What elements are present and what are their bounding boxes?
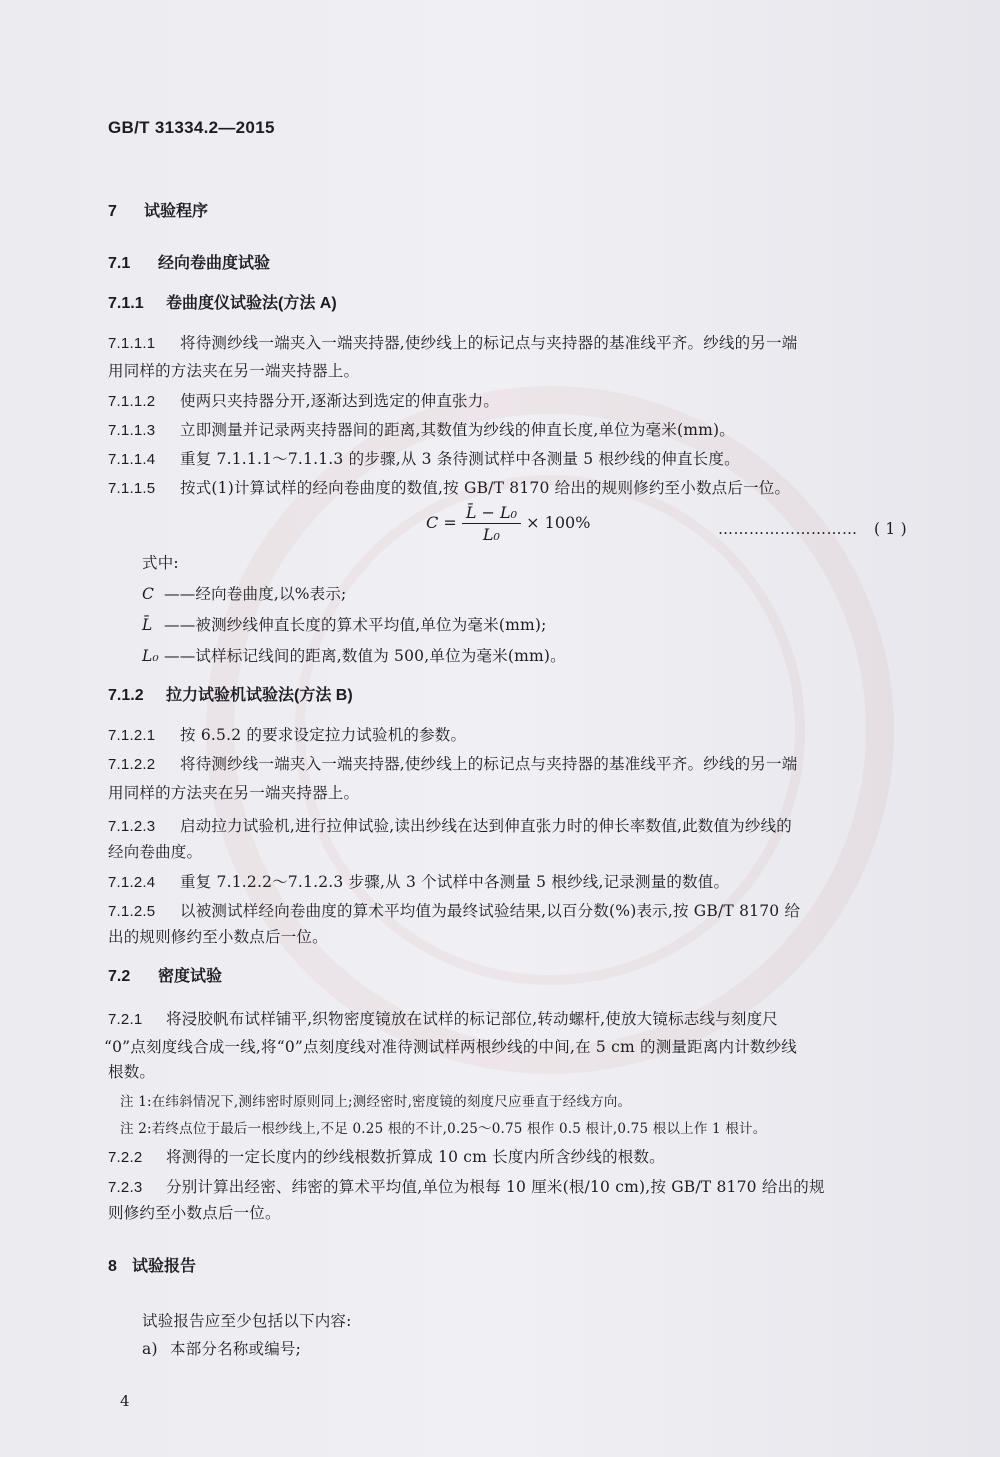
section-number: 7.1.2 [108,687,144,704]
section-7-heading [108,198,208,221]
section-title: 试验报告 [132,1258,197,1275]
formula-number: ( 1 ) [874,520,907,538]
clause-number: 7.1.2.3 [108,818,156,835]
section-title: 密度试验 [158,968,223,985]
clause-number: 7.1.2.1 [108,727,156,744]
clause-7-2-3-continued: 则修约至小数点后一位。 [108,1204,281,1222]
section-title: 经向卷曲度试验 [158,255,271,272]
legend-symbol: L̄ [142,616,153,634]
formula-fraction [462,503,521,544]
clause-number: 7.1.2.5 [108,903,156,920]
clause-7-1-1-2 [108,389,499,411]
section-title: 试验程序 [144,203,209,220]
clause-7-1-2-5-continued: 出的规则修约至小数点后一位。 [108,928,328,946]
clause-number: 7.1.1.4 [108,451,156,468]
clause-7-1-2-3-continued: 经向卷曲度。 [108,843,203,861]
legend-text: ——经向卷曲度,以%表示; [164,585,347,603]
clause-number: 7.2.1 [108,1011,143,1028]
legend-text: ——试样标记线间的距离,数值为 500,单位为毫米(mm)。 [164,647,566,665]
clause-text: 按式(1)计算试样的经向卷曲度的数值,按 GB/T 8170 给出的规则修约至小数点后一位。 [180,479,791,497]
clause-text: 使两只夹持器分开,逐渐达到选定的伸直张力。 [180,392,500,410]
clause-number: 7.1.1.5 [108,480,156,497]
legend-item-l0 [142,644,566,666]
clause-text-line: 启动拉力试验机,进行拉伸试验,读出纱线在达到伸直张力时的伸长率数值,此数值为纱线的 [180,817,792,835]
formula-denominator: L₀ [482,525,500,544]
note-2: 注 2:若终点位于最后一根纱线上,不足 0.25 根的不计,0.25～0.75 根作 0.5 根计,0.75 根以上作 1 根计。 [120,1121,767,1137]
section-8-heading [108,1253,196,1276]
section-7-1-2-heading [108,682,353,705]
section-number: 7.1 [108,255,131,272]
section-7-2-heading [108,963,222,986]
clause-text-line: 分别计算出经密、纬密的算术平均值,单位为根每 10 厘米(根/10 cm),按 GB/T 8170 给出的规 [166,1178,825,1196]
standard-number: GB/T 31334.2—2015 [108,118,275,137]
clause-7-2-3 [108,1175,825,1197]
clause-7-2-1 [108,1007,778,1029]
clause-text-line: 将待测纱线一端夹入一端夹持器,使纱线上的标记点与夹持器的基准线平齐。纱线的另一端 [180,755,798,773]
legend-text: ——被测纱线伸直长度的算术平均值,单位为毫米(mm); [164,616,547,634]
clause-7-1-2-3 [108,814,792,836]
section-number: 7 [108,203,117,220]
report-item-a [142,1337,301,1359]
clause-number: 7.1.1.3 [108,422,156,439]
section-7-1-heading [108,250,270,273]
clause-7-1-1-5 [108,476,790,498]
clause-7-1-1-1-continued: 用同样的方法夹在另一端夹持器上。 [108,362,360,380]
section-number: 8 [108,1258,117,1275]
clause-7-2-1-continued-2: 根数。 [108,1063,156,1081]
formula-rhs: × 100% [526,513,591,532]
formula-lhs: C = [426,513,457,532]
legend-symbol: C [142,585,155,603]
clause-text: 将测得的一定长度内的纱线根数折算成 10 cm 长度内所含纱线的根数。 [166,1148,665,1166]
section-7-1-1-heading [108,290,337,313]
clause-number: 7.2.3 [108,1179,143,1196]
formula-legend-intro: 式中: [142,554,179,572]
section-title: 卷曲度仪试验法(方法 A) [166,295,337,312]
clause-7-1-2-2 [108,752,797,774]
formula-leader-dots: ……………………… [718,520,858,538]
section-title: 拉力试验机试验法(方法 B) [166,687,353,704]
clause-7-2-1-continued: “0”点刻度线合成一线,将“0”点刻度线对准待测试样两根纱线的中间,在 5 cm 的测量距离内计数纱线 [104,1038,797,1056]
legend-symbol: L₀ [142,647,159,665]
clause-7-1-2-5 [108,899,800,921]
clause-text: 立即测量并记录两夹持器间的距离,其数值为纱线的伸直长度,单位为毫米(mm)。 [180,421,735,439]
clause-text: 重复 7.1.2.2～7.1.2.3 步骤,从 3 个试样中各测量 5 根纱线,记录测量的数值。 [180,873,730,891]
formula-numerator: L̄ − L₀ [462,503,521,524]
clause-7-1-2-4 [108,870,729,892]
clause-7-1-1-4 [108,447,740,469]
legend-item-l-bar [142,613,547,635]
clause-text-line: 将待测纱线一端夹入一端夹持器,使纱线上的标记点与夹持器的基准线平齐。纱线的另一端 [180,334,798,352]
list-item-text: 本部分名称或编号; [170,1340,302,1358]
clause-text-line: 以被测试样经向卷曲度的算术平均值为最终试验结果,以百分数(%)表示,按 GB/T 8170 给 [180,902,801,920]
clause-7-1-1-1 [108,331,797,353]
formula-1 [426,503,590,544]
note-1: 注 1:在纬斜情况下,测纬密时原则同上;测经密时,密度镜的刻度尺应垂直于经线方向。 [120,1094,632,1110]
clause-text: 重复 7.1.1.1～7.1.1.3 的步骤,从 3 条待测试样中各测量 5 根纱线的伸直长度。 [180,450,740,468]
clause-7-2-2 [108,1145,665,1167]
report-intro: 试验报告应至少包括以下内容: [142,1312,352,1330]
clause-7-1-1-3 [108,418,735,440]
section-number: 7.2 [108,968,131,985]
clause-7-1-2-1 [108,723,466,745]
clause-number: 7.1.1.2 [108,393,156,410]
clause-7-1-2-2-continued: 用同样的方法夹在另一端夹持器上。 [108,784,360,802]
clause-number: 7.1.2.2 [108,756,156,773]
clause-number: 7.1.2.4 [108,874,156,891]
clause-text: 按 6.5.2 的要求设定拉力试验机的参数。 [180,726,467,744]
clause-number: 7.1.1.1 [108,335,156,352]
clause-text-line: 将浸胶帆布试样铺平,织物密度镜放在试样的标记部位,转动螺杆,使放大镜标志线与刻度尺 [166,1010,778,1028]
page-number: 4 [120,1392,130,1410]
legend-item-c [142,582,346,604]
list-label: a) [142,1340,158,1358]
clause-number: 7.2.2 [108,1149,143,1166]
section-number: 7.1.1 [108,295,144,312]
